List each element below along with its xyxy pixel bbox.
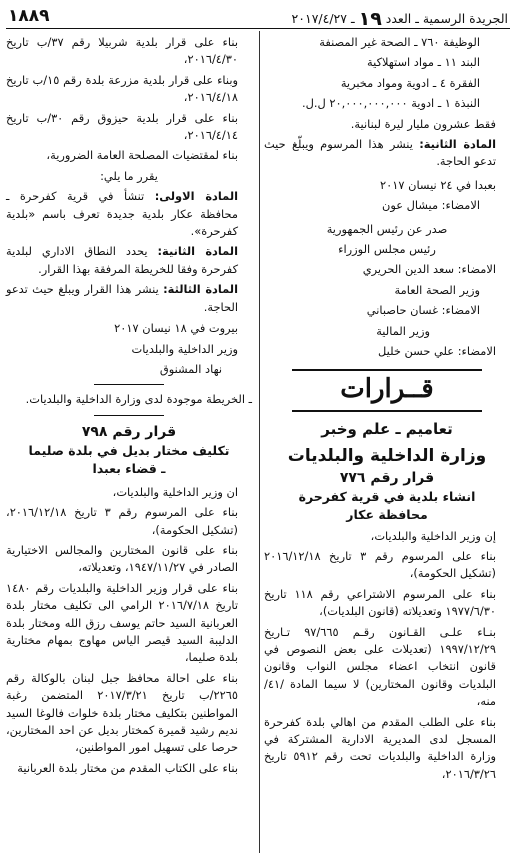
signatory-name: نهاد المشنوق	[159, 361, 222, 376]
page-number: ١٨٨٩	[8, 6, 50, 26]
signatory-title: وزير الداخلية والبلديات	[131, 341, 238, 356]
map-note: ـ الخريطة موجودة لدى وزارة الداخلية والبلديات.	[25, 392, 252, 407]
preamble-paragraph: بناء على المرسوم رقم ٣ تاريخ ٢٠١٦/١٢/١٨، (تشكيل الحكومة)،	[6, 505, 238, 537]
article-heading: المادة الثانية:	[157, 244, 238, 259]
issued-by: صدر عن رئيس الجمهورية	[326, 221, 448, 236]
decision-region: محافظة عكار	[346, 506, 428, 522]
column-divider	[259, 31, 260, 853]
budget-line: الفقرة ٤ ـ ادوية ومواد مخبرية	[340, 75, 480, 90]
decision-number: قرار رقم ٧٧٦	[339, 469, 435, 486]
preamble-paragraph: بناء على الطلب المقدم من اهالي بلدة كفرحرة المسجل لدى المديرية الادارية المشتركة في وزارة الداخلية والبلديات تحت رقم ٥٩١٢ تاريخ ٢٠١٦/٣/٢٦،	[264, 714, 496, 781]
gazette-title	[292, 8, 508, 30]
page-header	[6, 6, 510, 28]
section-title: قــرارات	[292, 369, 482, 412]
issue-number: ١٩	[358, 8, 382, 30]
decree-date: بعبدا في ٢٤ نيسان ٢٠١٧	[379, 177, 496, 192]
signature: الامضاء: علي حسن خليل	[378, 344, 496, 359]
article-three	[6, 281, 252, 316]
separator-rule	[94, 384, 164, 385]
article-two	[264, 136, 510, 171]
preamble-paragraph: ان وزير الداخلية والبلديات،	[112, 484, 238, 499]
signatory-title: رئيس مجلس الوزراء	[338, 242, 436, 257]
gazette-name: الجريدة الرسمية ـ العدد	[385, 11, 508, 26]
preamble-paragraph: بناء على الكتاب المقدم من مختار بلدة العربانية	[17, 760, 238, 775]
budget-line: البند ١١ ـ مواد استهلاكية	[367, 55, 480, 70]
preamble-paragraph: وبناء على قرار بلدية مزرعة بلدة رقم ١٥/ب تاريخ ٢٠١٦/٤/١٨،	[6, 72, 238, 105]
decision-number: قرار رقم ٧٩٨	[81, 423, 177, 440]
decides-heading: يقرر ما يلي:	[100, 168, 158, 183]
signature: الامضاء: غسان حاصباني	[366, 303, 480, 318]
article-two	[6, 243, 252, 278]
preamble-paragraph: بناء على قانون المختارين والمجالس الاختيارية الصادر في ١٩٤٧/١١/٢٧، وتعديلاته،	[6, 542, 238, 575]
signatory-title: وزير الصحة العامة	[394, 282, 480, 297]
signature: الامضاء: سعد الدين الحريري	[362, 262, 496, 277]
right-column	[264, 34, 510, 786]
ministry-name: وزارة الداخلية والبلديات	[287, 445, 487, 466]
article-text: يحدد النطاق الاداري لبلدية كفرحرة وفقا للخريطة المرفقة بهذا القرار.	[6, 244, 238, 276]
preamble-paragraph: بناء على قرار بلدية حيزوق رقم ٣٠/ب تاريخ ٢٠١٦/٤/١٤،	[6, 110, 238, 143]
article-heading: المادة الثالثة:	[163, 282, 238, 297]
issue-date: ـ ٢٠١٧/٤/٢٧	[291, 11, 355, 26]
header-divider	[6, 28, 510, 29]
decision-date: بيروت في ١٨ نيسان ٢٠١٧	[114, 321, 238, 336]
preamble-paragraph: إن وزير الداخلية والبلديات،	[370, 528, 496, 543]
article-heading: المادة الثانية:	[419, 137, 496, 152]
preamble-paragraph: بناء لمقتضيات المصلحة العامة الضرورية،	[46, 148, 238, 163]
preamble-paragraph: بناء على المرسوم الاشتراعي رقم ١١٨ تاريخ ١٩٧٧/٦/٣٠ وتعديلاته (قانون البلديات)،	[264, 586, 496, 619]
article-text: ينشر هذا المرسوم ويبلّغ حيث تدعو الحاجة.	[264, 137, 496, 169]
signature: الامضاء: ميشال عون	[381, 198, 480, 213]
budget-line: الوظيفة ٧٦٠ ـ الصحة غير المصنفة	[319, 35, 480, 49]
article-text: ينشر هذا القرار ويبلغ حيث تدعو الحاجة.	[6, 282, 238, 314]
article-heading: المادة الاولى:	[154, 189, 238, 204]
preamble-paragraph: بناء على قرار بلدية شربيلا رقم ٣٧/ب تاريخ ٢٠١٦/٤/٣٠،	[6, 35, 238, 67]
article-one	[6, 188, 252, 240]
decision-title: تكليف مختار بديل في بلدة صليما ـ قضاء بعبدا	[28, 442, 230, 476]
decision-title: انشاء بلدية في قرية كفرحرة	[298, 488, 476, 504]
preamble-paragraph: بناء على المرسوم رقم ٣ تاريخ ٢٠١٦/١٢/١٨ (تشكيل الحكومة)،	[264, 548, 497, 581]
signatory-title: وزير المالية	[376, 323, 430, 338]
preamble-paragraph: بناء على احالة محافظ جبل لبنان بالوكالة رقم ٢٢٦٥/ب تاريخ ٢٠١٧/٣/٢١ المتضمن رغبة المواطنين بتكليف مختار بلدة خلوات فالوغا السيد نديم رشيد قميرة كمختار بديل عن احد المختارين، حرصا على تسهيل امور المواطنين،	[6, 670, 238, 755]
section-subtitle: تعاميم ـ علم وخبر	[321, 419, 453, 438]
article-text: تنشأ في قرية كفرحرة ـ محافظة عكار بلدية جديدة تعرف باسم «بلدية كفرحرة».	[6, 189, 238, 239]
preamble-paragraph: بنـاء علـى القـانون رقـم ٩٧/٦٦٥ تـاريخ ١٩٩٧/١٢/٢٩ (تعديلات على بعض النصوص في قانون انتخاب اعضاء مجلس النواب وقانون البلديات وقانون المختارين) لا سيما المادة /٤١/ منه،	[264, 624, 496, 709]
preamble-paragraph: بناء على قرار وزير الداخلية والبلديات رقم ١٤٨٠ تاريخ ٢٠١٦/٧/١٨ الرامي الى تكليف مختار بلدة العربانية السيد حاتم يوسف رزق الله ومختار بلدة الدليبة السيد قيصر الياس مهاوج بمهام مختارية بلدة صليما،	[6, 580, 238, 665]
amount-in-words: فقط عشرون مليار ليرة لبنانية.	[350, 116, 496, 131]
left-column	[6, 34, 252, 780]
budget-line: النبذة ١ ـ ادوية ٢٠,٠٠٠,٠٠٠,٠٠٠ ل.ل.	[301, 96, 480, 111]
separator-rule	[94, 415, 164, 416]
